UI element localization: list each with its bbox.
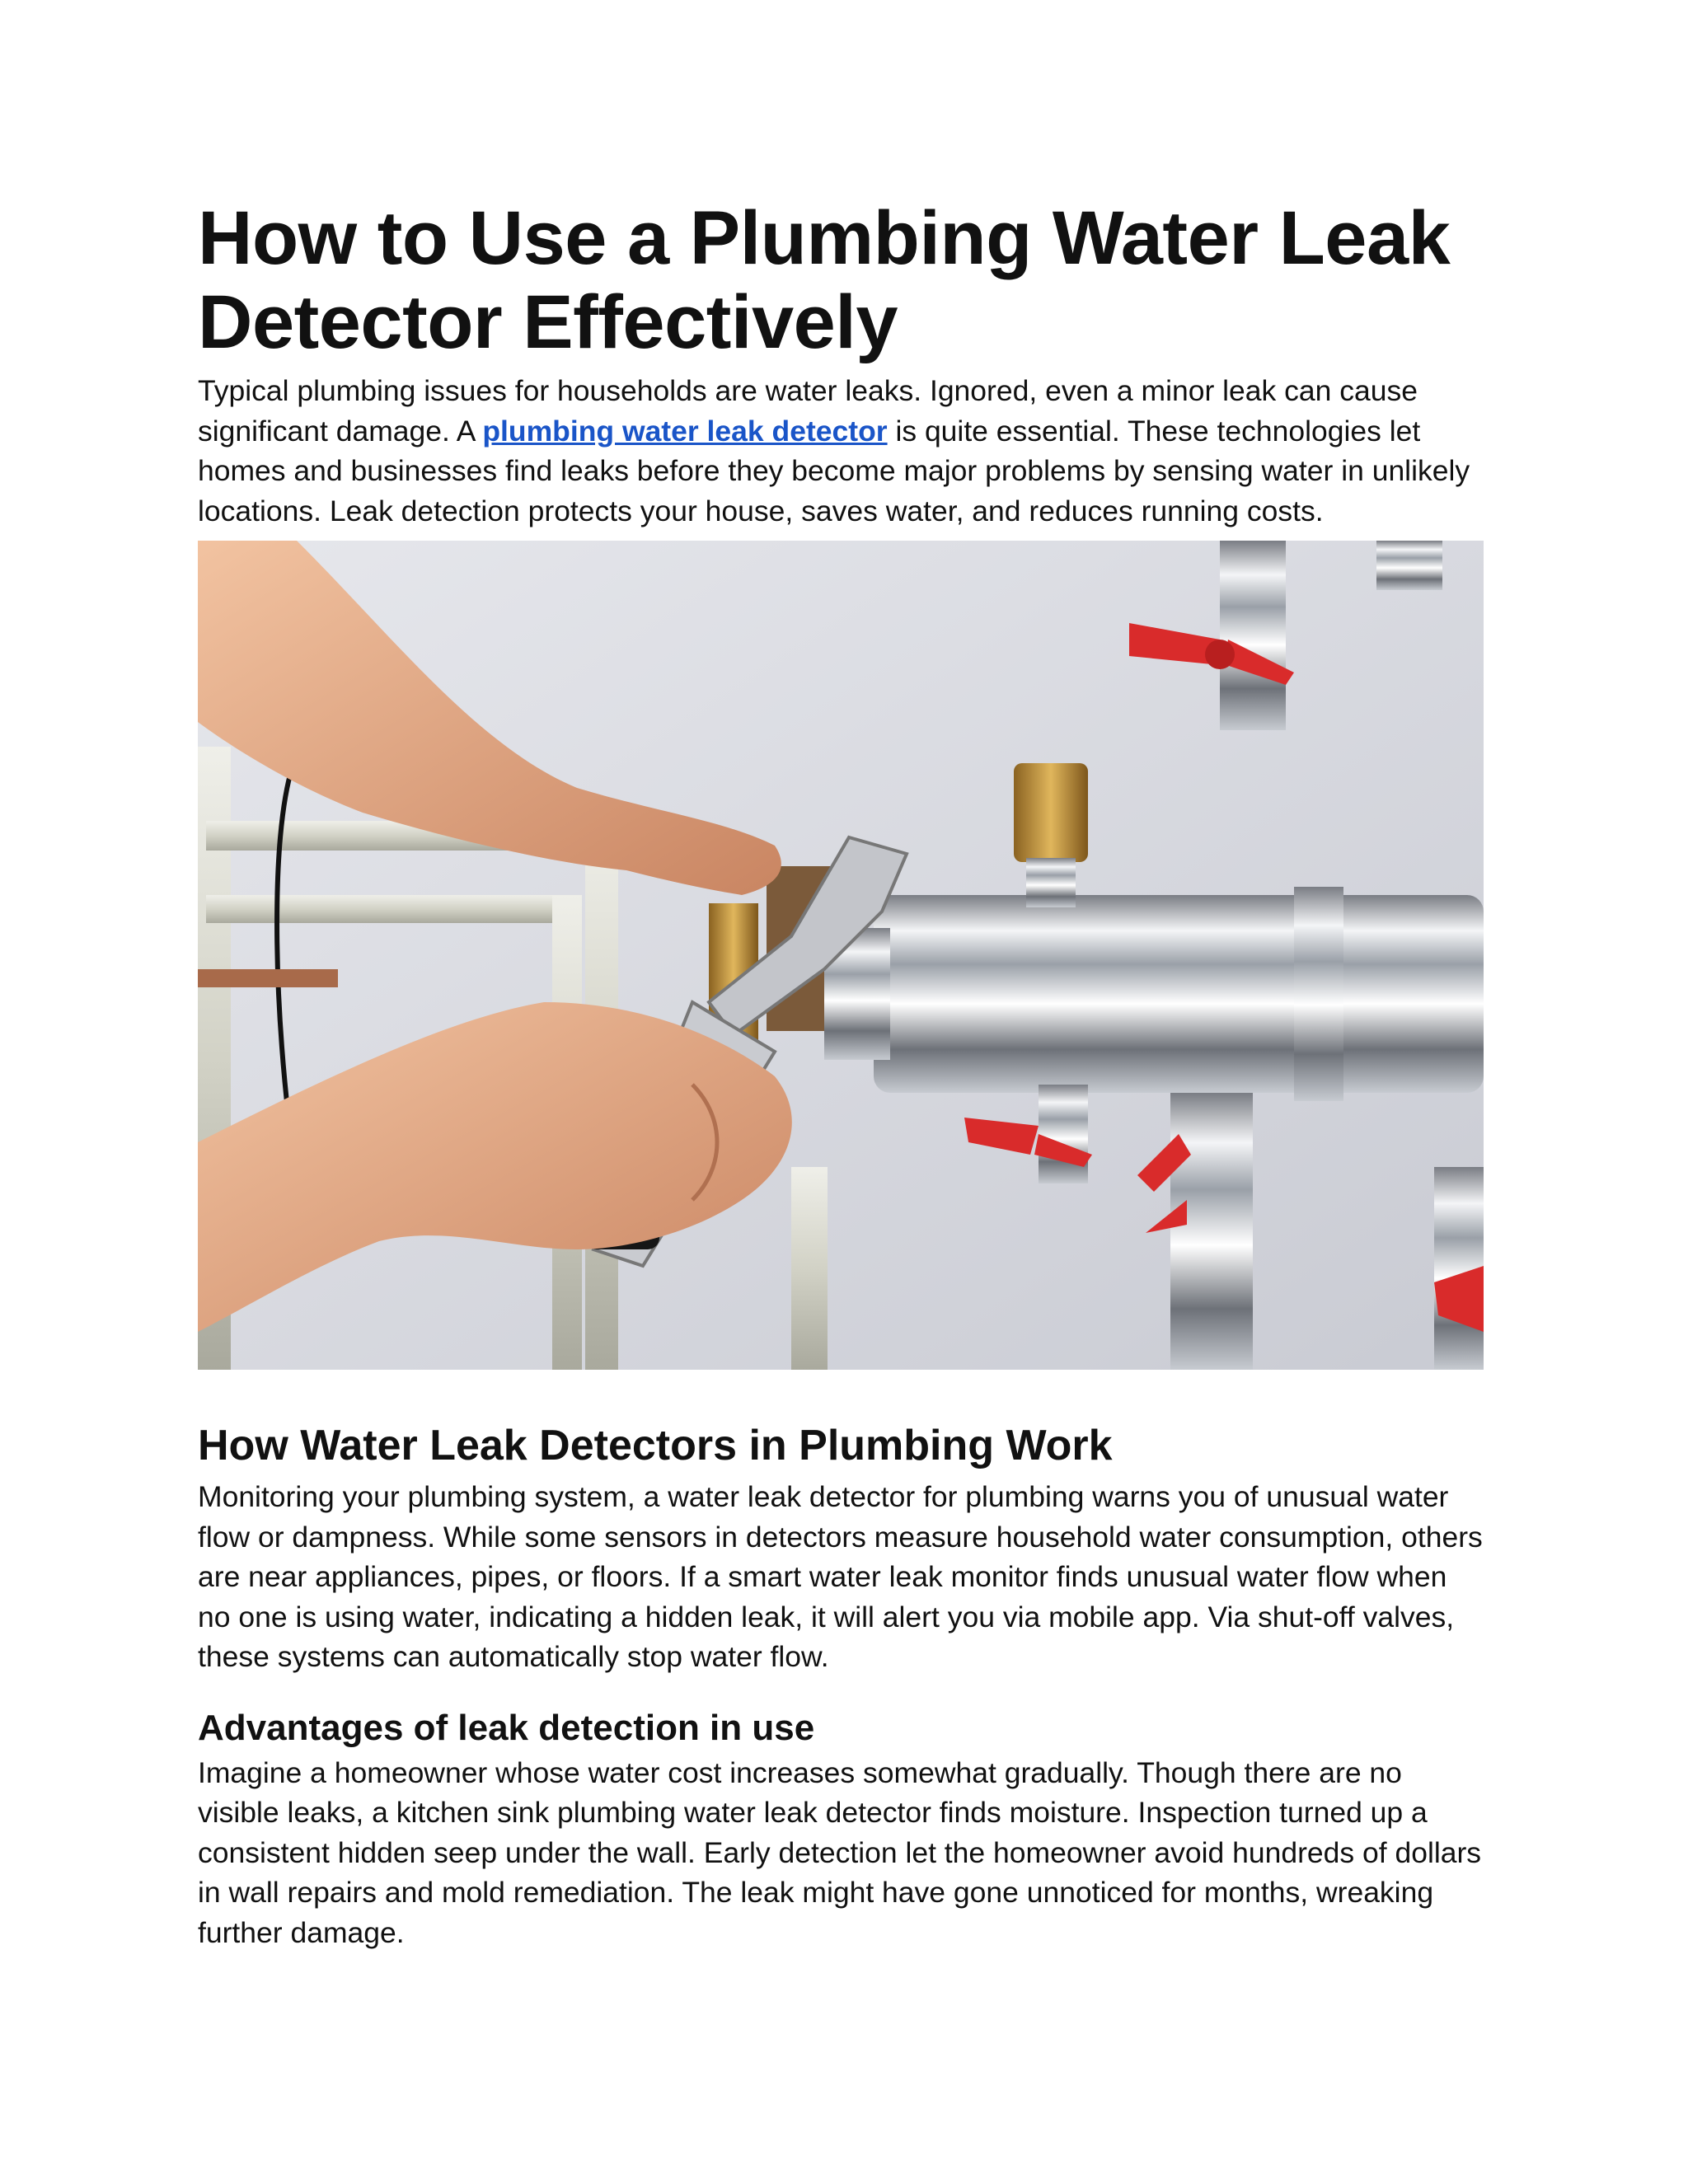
- page-title: How to Use a Plumbing Water Leak Detector Effectively: [198, 196, 1451, 364]
- intro-text-after: is quite essential. These technologies let homes and businesses find leaks before they become major problems by sensing water in unlikely locations. Leak detection protects your house, saves water, and reduces running costs.: [198, 414, 1470, 527]
- intro-text-before: Typical plumbing issues for households are water leaks. Ignored, even a minor leak can cause significant damage. A: [198, 374, 1418, 448]
- section-heading-advantages: Advantages of leak detection in use: [198, 1707, 815, 1748]
- document-page: [198, 196, 1484, 1952]
- section-heading-how-it-works: How Water Leak Detectors in Plumbing Work: [198, 1422, 1113, 1469]
- section-body-how-it-works: Monitoring your plumbing system, a water leak detector for plumbing warns you of unusual water flow or dampness. While some sensors in detectors measure household water consumption, others are near appliances, pipes, or floors. If a smart water leak monitor finds unusual water flow when no one is using water, indicating a hidden leak, it will alert you via mobile app. Via shut-off valves, these systems can automatically stop water flow.: [198, 1480, 1483, 1673]
- intro-paragraph: [198, 371, 1484, 531]
- plumber-wrench-pipe-photo: [198, 541, 1484, 1370]
- plumbing-detector-link[interactable]: plumbing water leak detector: [482, 414, 888, 448]
- section-body-advantages: Imagine a homeowner whose water cost increases somewhat gradually. Though there are no visible leaks, a kitchen sink plumbing water leak detector finds moisture. Inspection turned up a consistent hidden seep under the wall. Early detection let the homeowner avoid hundreds of dollars in wall repairs and mold remediation. The leak might have gone unnoticed for months, wreaking further damage.: [198, 1755, 1482, 1949]
